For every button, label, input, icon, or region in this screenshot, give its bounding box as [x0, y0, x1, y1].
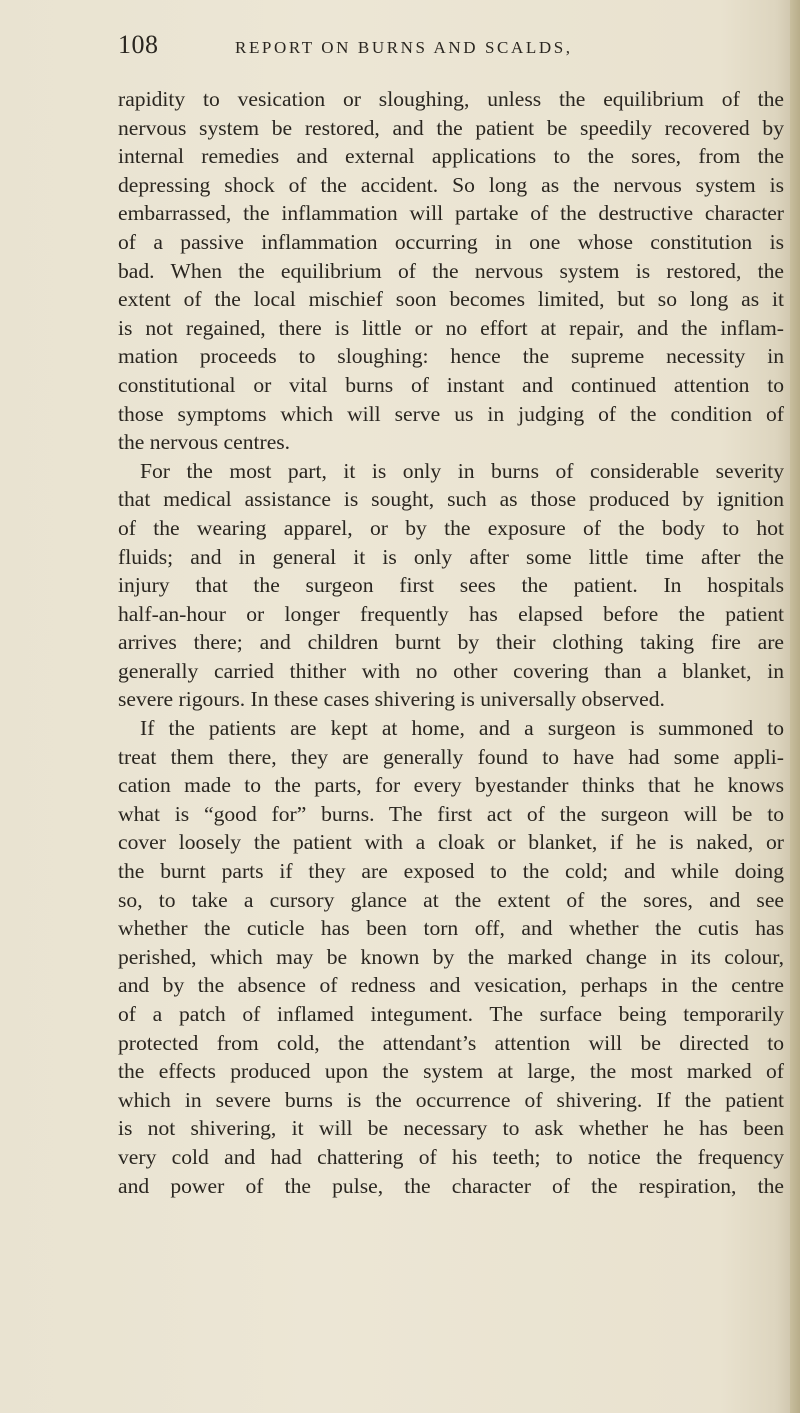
text-line: cation made to the parts, for every byestander thinks that he knows: [118, 773, 784, 798]
text-line: what is “good for” burns. The first act of the surgeon will be to: [118, 801, 784, 826]
text-line: treat them there, they are generally found to have had some appli-: [118, 744, 784, 769]
text-line: of a patch of inflamed integument. The surface being temporarily: [118, 1002, 784, 1026]
text-line: constitutional or vital burns of instant and continued attention to: [118, 372, 784, 397]
text-line: severe rigours. In these cases shivering is universally observed.: [118, 687, 665, 712]
text-line: arrives there; and children burnt by their clothing taking fire are: [118, 630, 784, 655]
text-line: If the patients are kept at home, and a surgeon is summoned to: [140, 716, 784, 741]
text-line: and power of the pulse, the character of the respiration, the: [118, 1173, 784, 1198]
text-line: embarrassed, the inflammation will partake of the destructive character: [118, 201, 784, 226]
text-line: cover loosely the patient with a cloak or blanket, if he is naked, or: [118, 830, 784, 855]
text-line: the effects produced upon the system at large, the most marked of: [118, 1059, 784, 1084]
text-line: the nervous centres.: [118, 430, 291, 455]
text-line: is not regained, there is little or no effort at repair, and the inflam-: [118, 315, 784, 340]
running-head: REPORT ON BURNS AND SCALDS,: [235, 38, 573, 57]
page-header: [118, 30, 718, 70]
text-line: depressing shock of the accident. So long as the nervous system is: [118, 172, 784, 197]
text-line: bad. When the equilibrium of the nervous system is restored, the: [118, 258, 784, 283]
text-line: very cold and had chattering of his teeth; to notice the frequency: [118, 1144, 784, 1169]
text-line: fluids; and in general it is only after some little time after the: [118, 544, 784, 569]
text-line: is not shivering, it will be necessary to ask whether he has been: [118, 1116, 784, 1141]
text-line: those symptoms which will serve us in judging of the condition of: [118, 401, 784, 426]
text-line: generally carried thither with no other covering than a blanket, in: [118, 658, 784, 683]
page-edge-shadow: [790, 0, 800, 1413]
text-line: that medical assistance is sought, such as those produced by ignition: [118, 487, 784, 512]
text-line: internal remedies and external applications to the sores, from the: [118, 144, 784, 169]
text-line: whether the cuticle has been torn off, and whether the cutis has: [118, 916, 784, 941]
text-line: nervous system be restored, and the patient be speedily recovered by: [118, 115, 784, 140]
text-line: half-an-hour or longer frequently has elapsed before the patient: [118, 601, 784, 626]
page-number: 108: [118, 30, 159, 59]
body-text: [118, 85, 784, 1200]
text-line: which in severe burns is the occurrence of shivering. If the patient: [118, 1087, 784, 1112]
text-line: and by the absence of redness and vesication, perhaps in the centre: [118, 973, 784, 998]
text-line: injury that the surgeon first sees the patient. In hospitals: [118, 573, 784, 598]
text-line: rapidity to vesication or sloughing, unless the equilibrium of the: [118, 87, 784, 111]
text-line: extent of the local mischief soon becomes limited, but so long as it: [118, 287, 784, 312]
text-line: so, to take a cursory glance at the extent of the sores, and see: [118, 887, 784, 912]
text-line: the burnt parts if they are exposed to the cold; and while doing: [118, 859, 784, 884]
text-line: of the wearing apparel, or by the exposure of the body to hot: [118, 515, 784, 540]
text-line: For the most part, it is only in burns of considerable severity: [140, 458, 784, 483]
text-line: mation proceeds to sloughing: hence the supreme necessity in: [118, 344, 784, 369]
text-line: perished, which may be known by the marked change in its colour,: [118, 944, 784, 969]
text-line: of a passive inflammation occurring in one whose constitution is: [118, 229, 784, 254]
text-line: protected from cold, the attendant’s attention will be directed to: [118, 1030, 784, 1055]
